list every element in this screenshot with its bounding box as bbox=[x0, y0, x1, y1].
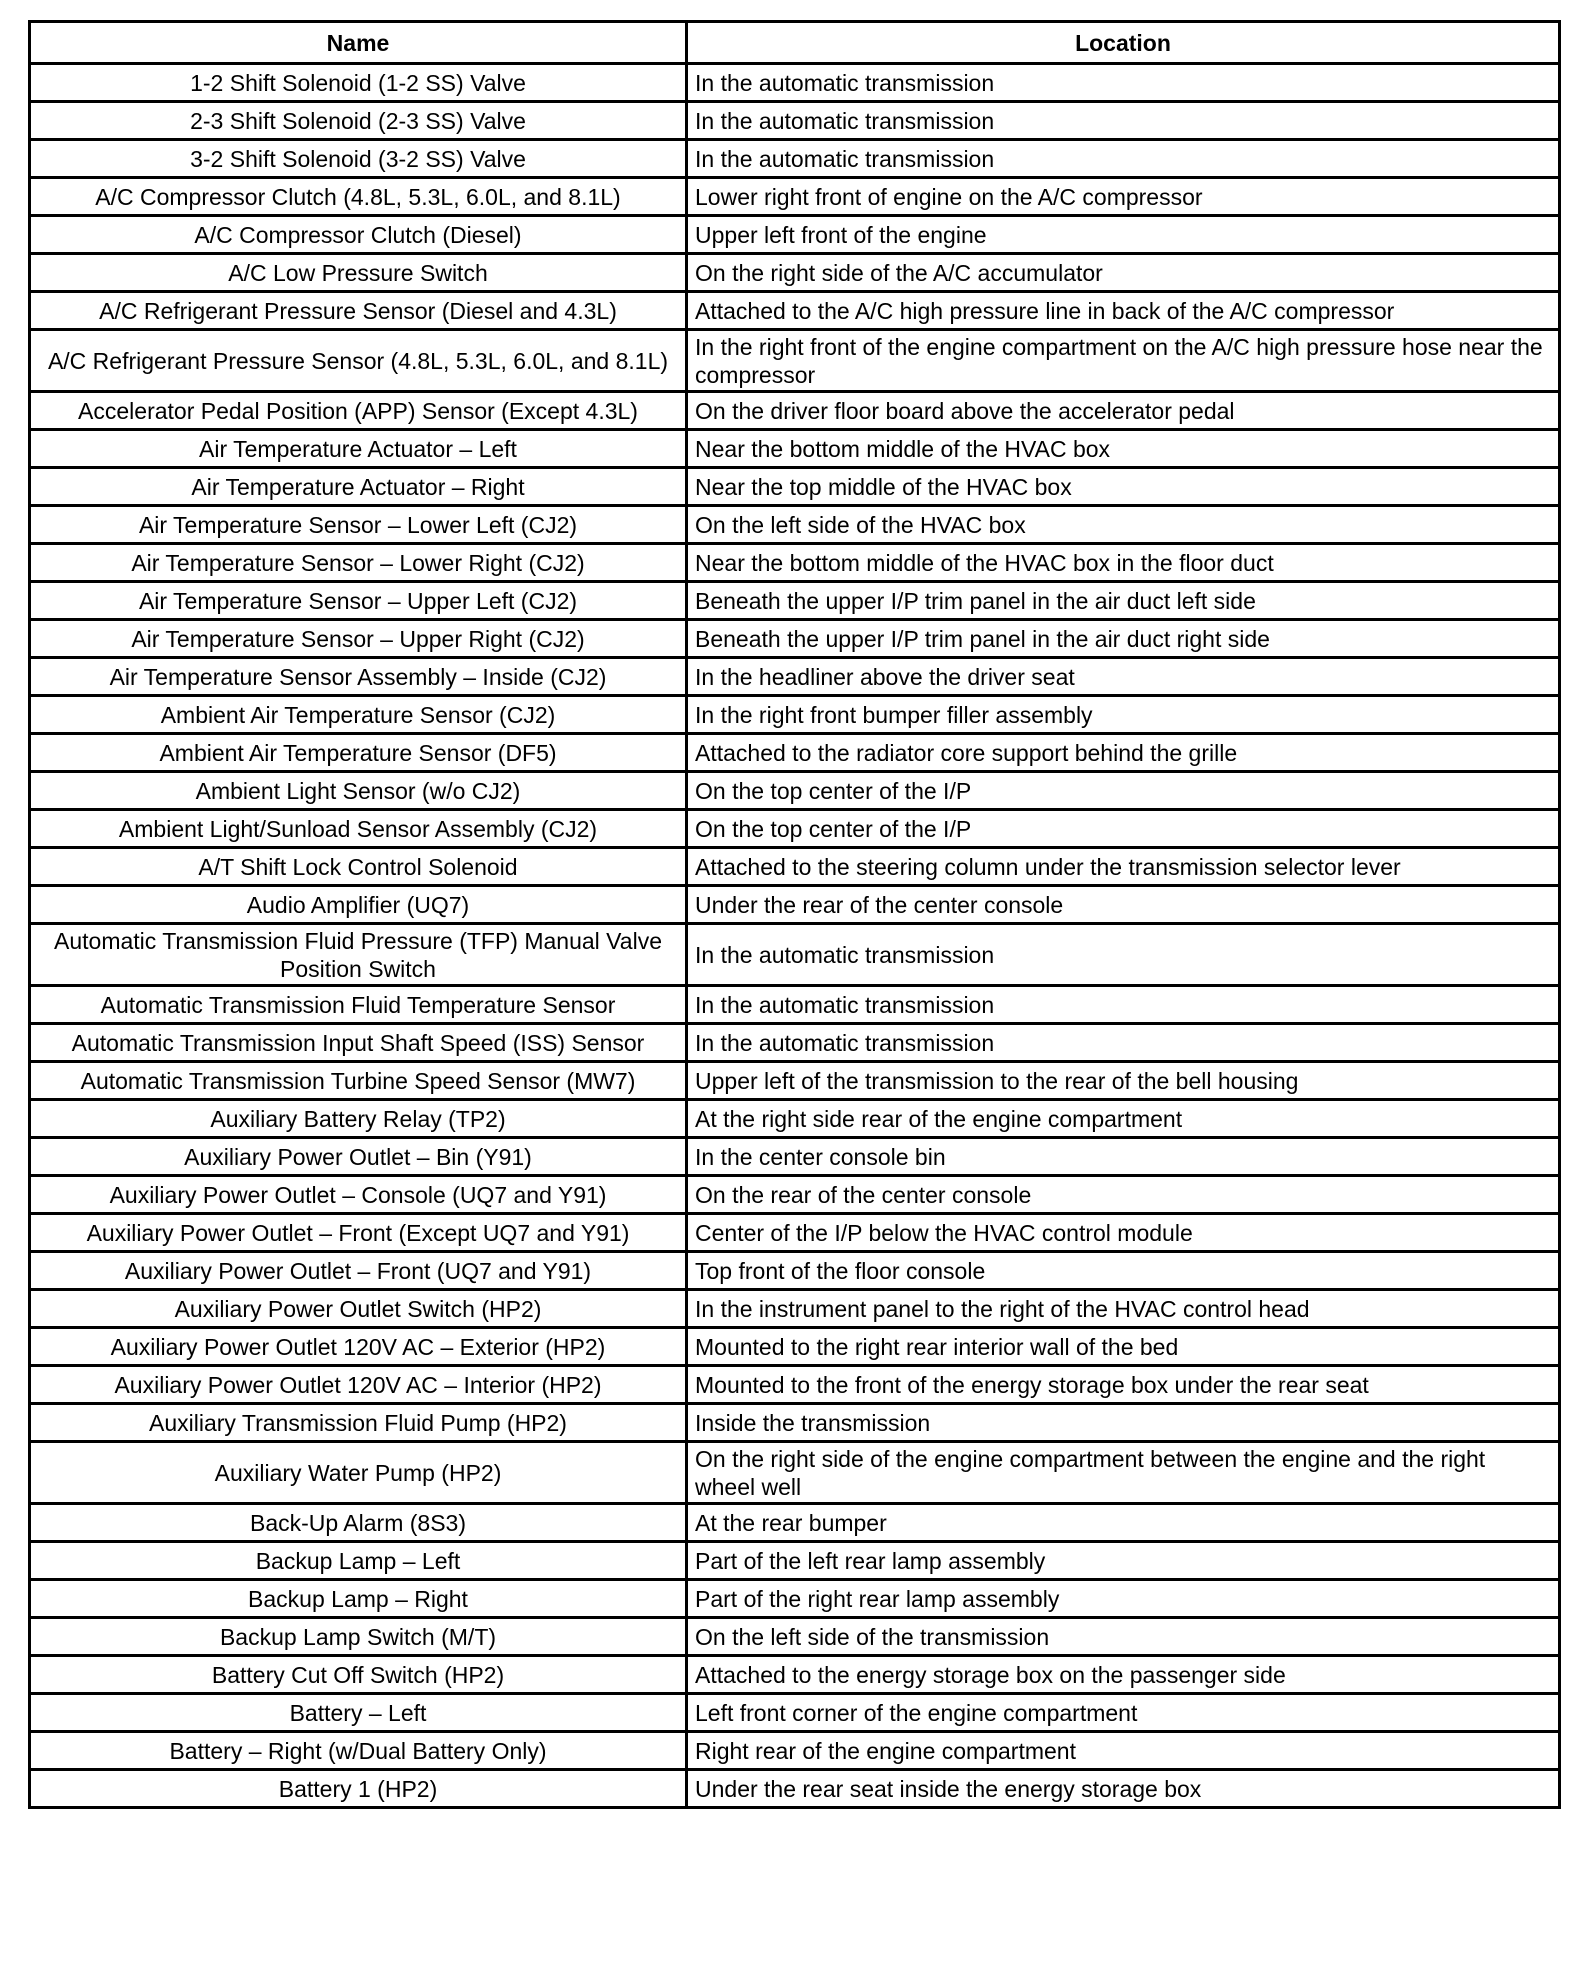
cell-component-location: Part of the left rear lamp assembly bbox=[687, 1542, 1560, 1580]
cell-component-name: Ambient Light/Sunload Sensor Assembly (CJ2) bbox=[30, 810, 687, 848]
table-row bbox=[30, 1024, 1560, 1062]
table-row bbox=[30, 1062, 1560, 1100]
table-row bbox=[30, 392, 1560, 430]
cell-component-location: Near the bottom middle of the HVAC box bbox=[687, 430, 1560, 468]
cell-component-name: Auxiliary Power Outlet Switch (HP2) bbox=[30, 1290, 687, 1328]
cell-component-location: On the right side of the A/C accumulator bbox=[687, 254, 1560, 292]
table-row bbox=[30, 1214, 1560, 1252]
cell-component-location: In the automatic transmission bbox=[687, 102, 1560, 140]
cell-component-location: Near the top middle of the HVAC box bbox=[687, 468, 1560, 506]
cell-component-location: Attached to the A/C high pressure line in back of the A/C compressor bbox=[687, 292, 1560, 330]
cell-component-location: On the rear of the center console bbox=[687, 1176, 1560, 1214]
cell-component-name: Battery Cut Off Switch (HP2) bbox=[30, 1656, 687, 1694]
document-page bbox=[28, 20, 1558, 1809]
table-row bbox=[30, 1770, 1560, 1808]
cell-component-location: Under the rear seat inside the energy storage box bbox=[687, 1770, 1560, 1808]
cell-component-name: Auxiliary Power Outlet 120V AC – Interior (HP2) bbox=[30, 1366, 687, 1404]
cell-component-location: Attached to the energy storage box on the passenger side bbox=[687, 1656, 1560, 1694]
cell-component-name: A/T Shift Lock Control Solenoid bbox=[30, 848, 687, 886]
cell-component-name: A/C Compressor Clutch (Diesel) bbox=[30, 216, 687, 254]
table-row bbox=[30, 1542, 1560, 1580]
table-row bbox=[30, 924, 1560, 986]
cell-component-location: Top front of the floor console bbox=[687, 1252, 1560, 1290]
cell-component-name: Auxiliary Power Outlet 120V AC – Exterior (HP2) bbox=[30, 1328, 687, 1366]
cell-component-name: Air Temperature Sensor – Lower Left (CJ2) bbox=[30, 506, 687, 544]
cell-component-location: Lower right front of engine on the A/C compressor bbox=[687, 178, 1560, 216]
cell-component-name: Auxiliary Battery Relay (TP2) bbox=[30, 1100, 687, 1138]
table-row bbox=[30, 1504, 1560, 1542]
table-row bbox=[30, 582, 1560, 620]
table-row bbox=[30, 292, 1560, 330]
cell-component-name: Auxiliary Power Outlet – Front (UQ7 and Y91) bbox=[30, 1252, 687, 1290]
cell-component-location: Right rear of the engine compartment bbox=[687, 1732, 1560, 1770]
cell-component-location: Upper left front of the engine bbox=[687, 216, 1560, 254]
cell-component-location: Near the bottom middle of the HVAC box in the floor duct bbox=[687, 544, 1560, 582]
table-row bbox=[30, 1328, 1560, 1366]
table-row bbox=[30, 696, 1560, 734]
table-row bbox=[30, 430, 1560, 468]
cell-component-location: On the left side of the HVAC box bbox=[687, 506, 1560, 544]
cell-component-location: In the center console bin bbox=[687, 1138, 1560, 1176]
cell-component-name: 3-2 Shift Solenoid (3-2 SS) Valve bbox=[30, 140, 687, 178]
cell-component-location: Left front corner of the engine compartment bbox=[687, 1694, 1560, 1732]
cell-component-location: Inside the transmission bbox=[687, 1404, 1560, 1442]
cell-component-location: On the driver floor board above the accelerator pedal bbox=[687, 392, 1560, 430]
table-row bbox=[30, 1732, 1560, 1770]
cell-component-name: Backup Lamp – Left bbox=[30, 1542, 687, 1580]
table-row bbox=[30, 1252, 1560, 1290]
cell-component-name: Air Temperature Actuator – Right bbox=[30, 468, 687, 506]
table-row bbox=[30, 64, 1560, 102]
cell-component-name: 2-3 Shift Solenoid (2-3 SS) Valve bbox=[30, 102, 687, 140]
cell-component-name: Battery – Left bbox=[30, 1694, 687, 1732]
table-row bbox=[30, 1100, 1560, 1138]
cell-component-location: Mounted to the front of the energy storage box under the rear seat bbox=[687, 1366, 1560, 1404]
cell-component-name: Auxiliary Power Outlet – Console (UQ7 and Y91) bbox=[30, 1176, 687, 1214]
header-row bbox=[30, 22, 1560, 64]
cell-component-name: Accelerator Pedal Position (APP) Sensor (Except 4.3L) bbox=[30, 392, 687, 430]
table-row bbox=[30, 1442, 1560, 1504]
cell-component-name: Back-Up Alarm (8S3) bbox=[30, 1504, 687, 1542]
cell-component-name: A/C Low Pressure Switch bbox=[30, 254, 687, 292]
cell-component-name: Automatic Transmission Turbine Speed Sensor (MW7) bbox=[30, 1062, 687, 1100]
table-row bbox=[30, 1580, 1560, 1618]
table-row bbox=[30, 506, 1560, 544]
cell-component-name: Air Temperature Sensor – Upper Right (CJ2) bbox=[30, 620, 687, 658]
cell-component-name: Ambient Air Temperature Sensor (CJ2) bbox=[30, 696, 687, 734]
cell-component-name: Backup Lamp – Right bbox=[30, 1580, 687, 1618]
table-row bbox=[30, 254, 1560, 292]
table-row bbox=[30, 1404, 1560, 1442]
table-row bbox=[30, 1366, 1560, 1404]
table-row bbox=[30, 178, 1560, 216]
cell-component-name: A/C Refrigerant Pressure Sensor (Diesel and 4.3L) bbox=[30, 292, 687, 330]
cell-component-name: Auxiliary Transmission Fluid Pump (HP2) bbox=[30, 1404, 687, 1442]
cell-component-location: On the left side of the transmission bbox=[687, 1618, 1560, 1656]
table-row bbox=[30, 140, 1560, 178]
cell-component-location: In the automatic transmission bbox=[687, 140, 1560, 178]
cell-component-name: 1-2 Shift Solenoid (1-2 SS) Valve bbox=[30, 64, 687, 102]
cell-component-location: Part of the right rear lamp assembly bbox=[687, 1580, 1560, 1618]
cell-component-name: Air Temperature Sensor – Lower Right (CJ2) bbox=[30, 544, 687, 582]
table-row bbox=[30, 1618, 1560, 1656]
table-body bbox=[30, 64, 1560, 1808]
cell-component-name: Air Temperature Sensor Assembly – Inside (CJ2) bbox=[30, 658, 687, 696]
table-row bbox=[30, 1656, 1560, 1694]
table-row bbox=[30, 772, 1560, 810]
column-header-location: Location bbox=[687, 22, 1560, 64]
cell-component-name: Auxiliary Power Outlet – Bin (Y91) bbox=[30, 1138, 687, 1176]
column-header-name: Name bbox=[30, 22, 687, 64]
table-row bbox=[30, 216, 1560, 254]
table-row bbox=[30, 330, 1560, 392]
cell-component-location: Attached to the radiator core support behind the grille bbox=[687, 734, 1560, 772]
cell-component-location: In the headliner above the driver seat bbox=[687, 658, 1560, 696]
cell-component-location: Beneath the upper I/P trim panel in the air duct right side bbox=[687, 620, 1560, 658]
table-row bbox=[30, 468, 1560, 506]
table-row bbox=[30, 886, 1560, 924]
cell-component-location: In the right front of the engine compartment on the A/C high pressure hose near the compressor bbox=[687, 330, 1560, 392]
cell-component-name: Backup Lamp Switch (M/T) bbox=[30, 1618, 687, 1656]
cell-component-location: Beneath the upper I/P trim panel in the air duct left side bbox=[687, 582, 1560, 620]
table-row bbox=[30, 544, 1560, 582]
cell-component-name: Auxiliary Power Outlet – Front (Except UQ7 and Y91) bbox=[30, 1214, 687, 1252]
cell-component-name: Air Temperature Sensor – Upper Left (CJ2) bbox=[30, 582, 687, 620]
table-row bbox=[30, 986, 1560, 1024]
table-row bbox=[30, 1694, 1560, 1732]
cell-component-name: Ambient Light Sensor (w/o CJ2) bbox=[30, 772, 687, 810]
table-row bbox=[30, 1290, 1560, 1328]
cell-component-name: Automatic Transmission Fluid Pressure (TFP) Manual Valve Position Switch bbox=[30, 924, 687, 986]
cell-component-name: Battery 1 (HP2) bbox=[30, 1770, 687, 1808]
cell-component-location: At the rear bumper bbox=[687, 1504, 1560, 1542]
table-row bbox=[30, 620, 1560, 658]
cell-component-name: Automatic Transmission Input Shaft Speed (ISS) Sensor bbox=[30, 1024, 687, 1062]
cell-component-location: Under the rear of the center console bbox=[687, 886, 1560, 924]
table-row bbox=[30, 658, 1560, 696]
table-row bbox=[30, 848, 1560, 886]
cell-component-location: In the automatic transmission bbox=[687, 64, 1560, 102]
component-location-table bbox=[28, 20, 1561, 1809]
cell-component-name: A/C Compressor Clutch (4.8L, 5.3L, 6.0L, and 8.1L) bbox=[30, 178, 687, 216]
table-row bbox=[30, 734, 1560, 772]
cell-component-location: In the automatic transmission bbox=[687, 924, 1560, 986]
cell-component-name: Battery – Right (w/Dual Battery Only) bbox=[30, 1732, 687, 1770]
cell-component-name: Auxiliary Water Pump (HP2) bbox=[30, 1442, 687, 1504]
cell-component-name: Ambient Air Temperature Sensor (DF5) bbox=[30, 734, 687, 772]
cell-component-name: Air Temperature Actuator – Left bbox=[30, 430, 687, 468]
cell-component-location: In the automatic transmission bbox=[687, 1024, 1560, 1062]
table-row bbox=[30, 1176, 1560, 1214]
table-row bbox=[30, 1138, 1560, 1176]
table-header bbox=[30, 22, 1560, 64]
cell-component-location: On the top center of the I/P bbox=[687, 772, 1560, 810]
cell-component-location: On the top center of the I/P bbox=[687, 810, 1560, 848]
cell-component-location: Upper left of the transmission to the rear of the bell housing bbox=[687, 1062, 1560, 1100]
table-row bbox=[30, 102, 1560, 140]
cell-component-location: In the instrument panel to the right of the HVAC control head bbox=[687, 1290, 1560, 1328]
cell-component-location: Attached to the steering column under the transmission selector lever bbox=[687, 848, 1560, 886]
cell-component-name: A/C Refrigerant Pressure Sensor (4.8L, 5.3L, 6.0L, and 8.1L) bbox=[30, 330, 687, 392]
cell-component-location: On the right side of the engine compartment between the engine and the right wheel well bbox=[687, 1442, 1560, 1504]
cell-component-location: Mounted to the right rear interior wall of the bed bbox=[687, 1328, 1560, 1366]
cell-component-location: In the automatic transmission bbox=[687, 986, 1560, 1024]
cell-component-location: In the right front bumper filler assembly bbox=[687, 696, 1560, 734]
cell-component-name: Automatic Transmission Fluid Temperature Sensor bbox=[30, 986, 687, 1024]
table-row bbox=[30, 810, 1560, 848]
cell-component-location: At the right side rear of the engine compartment bbox=[687, 1100, 1560, 1138]
cell-component-location: Center of the I/P below the HVAC control module bbox=[687, 1214, 1560, 1252]
cell-component-name: Audio Amplifier (UQ7) bbox=[30, 886, 687, 924]
